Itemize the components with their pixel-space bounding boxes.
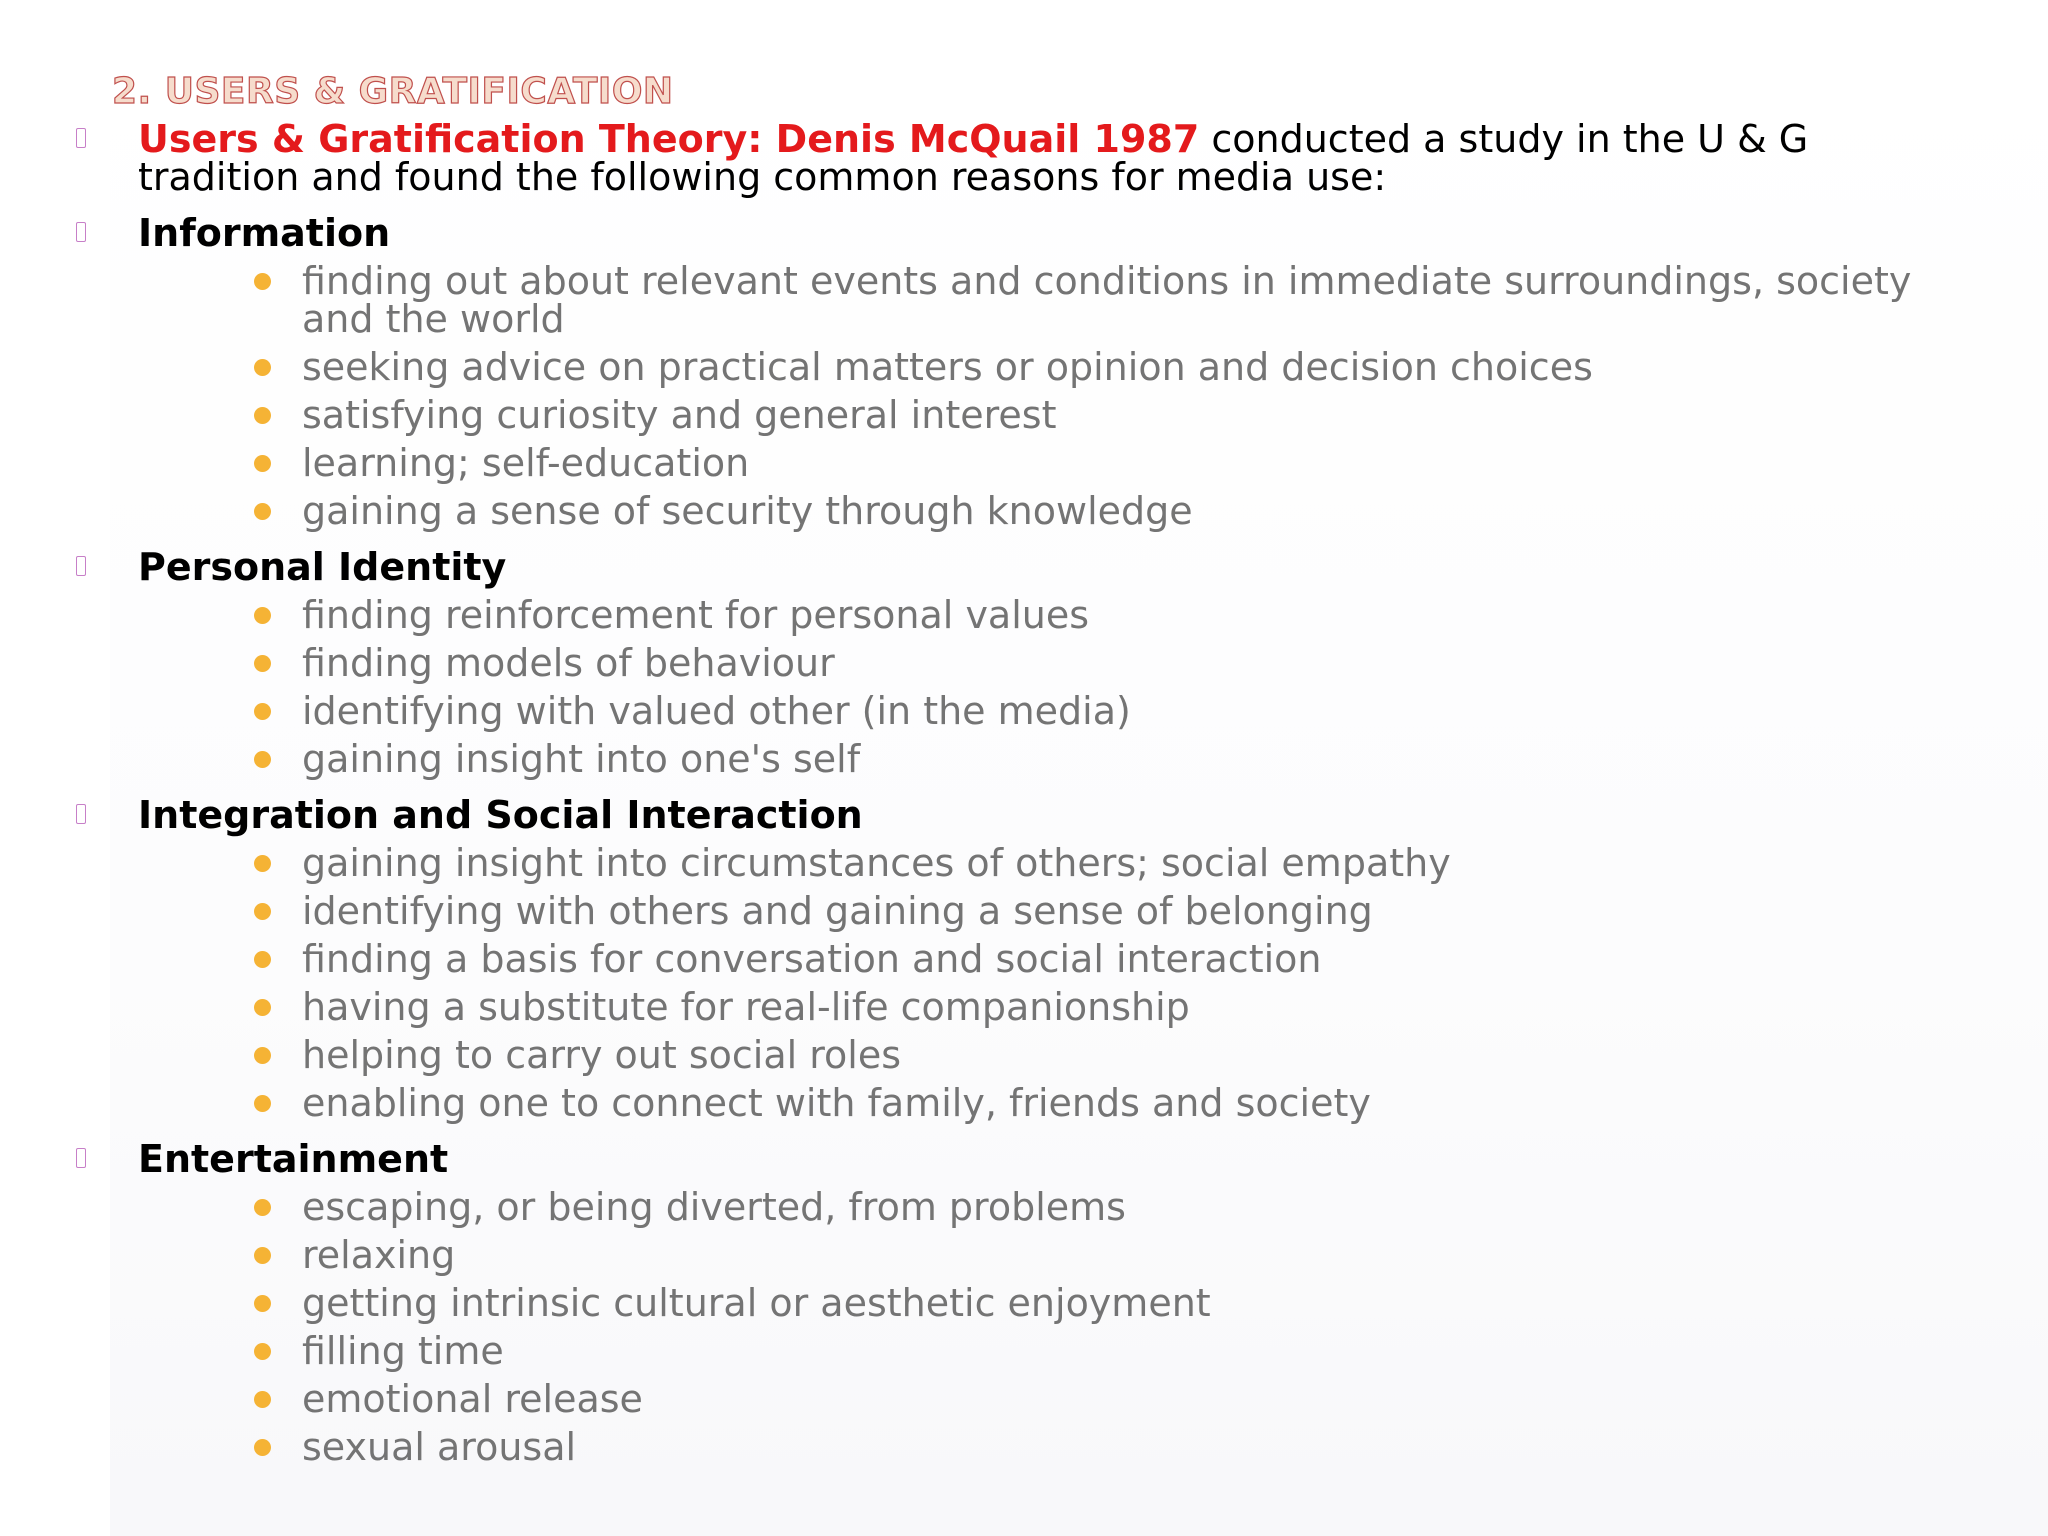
section-heading <box>0 793 2048 837</box>
list-item <box>0 889 2048 933</box>
list-item-text: gaining insight into circumstances of others; social empathy <box>302 841 1451 885</box>
list-item <box>0 1329 2048 1373</box>
list-item <box>0 259 2048 341</box>
sub-list <box>0 593 2048 781</box>
list-item <box>0 737 2048 781</box>
section-heading-text: Entertainment <box>138 1137 449 1181</box>
list-item <box>0 489 2048 533</box>
square-bullet-icon <box>76 1148 86 1168</box>
section-heading <box>0 1137 2048 1181</box>
dot-bullet-icon <box>254 1439 271 1456</box>
section-integration <box>0 793 2048 1125</box>
list-item <box>0 1033 2048 1077</box>
list-item <box>0 345 2048 389</box>
dot-bullet-icon <box>254 655 271 672</box>
dot-bullet-icon <box>254 273 271 290</box>
list-item-text: finding reinforcement for personal values <box>302 593 1090 637</box>
list-item <box>0 1425 2048 1469</box>
section-entertainment <box>0 1137 2048 1469</box>
section-heading <box>0 545 2048 589</box>
list-item-text: relaxing <box>302 1233 456 1277</box>
list-item-text: getting intrinsic cultural or aesthetic enjoyment <box>302 1281 1211 1325</box>
dot-bullet-icon <box>254 1199 271 1216</box>
list-item <box>0 1377 2048 1421</box>
list-item-text: identifying with valued other (in the media) <box>302 689 1131 733</box>
dot-bullet-icon <box>254 503 271 520</box>
list-item <box>0 441 2048 485</box>
dot-bullet-icon <box>254 1391 271 1408</box>
slide-content <box>0 117 2048 1469</box>
list-item-text: satisfying curiosity and general interest <box>302 393 1057 437</box>
list-item-text: having a substitute for real-life companionship <box>302 985 1190 1029</box>
list-item-text: sexual arousal <box>302 1425 577 1469</box>
list-item <box>0 841 2048 885</box>
list-item <box>0 641 2048 685</box>
list-item-text: helping to carry out social roles <box>302 1033 902 1077</box>
list-item <box>0 1281 2048 1325</box>
list-item-text: gaining a sense of security through knowledge <box>302 489 1193 533</box>
dot-bullet-icon <box>254 607 271 624</box>
list-item-text: finding out about relevant events and conditions in immediate surroundings, society and the world <box>302 259 1912 341</box>
list-item <box>0 1081 2048 1125</box>
section-heading-text: Integration and Social Interaction <box>138 793 863 837</box>
list-item-text: identifying with others and gaining a sense of belonging <box>302 889 1373 933</box>
list-item-text: seeking advice on practical matters or opinion and decision choices <box>302 345 1593 389</box>
list-item-text: filling time <box>302 1329 504 1373</box>
square-bullet-icon <box>76 128 86 148</box>
dot-bullet-icon <box>254 1247 271 1264</box>
list-item <box>0 985 2048 1029</box>
dot-bullet-icon <box>254 855 271 872</box>
list-item <box>0 393 2048 437</box>
theory-highlight: Users & Gratification Theory: Denis McQuail 1987 <box>138 117 1200 161</box>
intro-section <box>0 117 2048 199</box>
section-heading <box>0 211 2048 255</box>
square-bullet-icon <box>76 556 86 576</box>
list-item-text: finding models of behaviour <box>302 641 835 685</box>
dot-bullet-icon <box>254 1343 271 1360</box>
dot-bullet-icon <box>254 1295 271 1312</box>
section-personal-identity <box>0 545 2048 781</box>
intro-paragraph <box>0 117 2048 199</box>
sub-list <box>0 259 2048 533</box>
dot-bullet-icon <box>254 751 271 768</box>
square-bullet-icon <box>76 804 86 824</box>
section-heading-text: Information <box>138 211 391 255</box>
list-item <box>0 1185 2048 1229</box>
dot-bullet-icon <box>254 455 271 472</box>
dot-bullet-icon <box>254 903 271 920</box>
intro-text: conducted a study in the U & G tradition and found the following common reasons for media use: <box>138 117 1809 199</box>
dot-bullet-icon <box>254 999 271 1016</box>
dot-bullet-icon <box>254 1047 271 1064</box>
dot-bullet-icon <box>254 1095 271 1112</box>
list-item-text: gaining insight into one's self <box>302 737 861 781</box>
list-item <box>0 689 2048 733</box>
list-item-text: enabling one to connect with family, friends and society <box>302 1081 1371 1125</box>
dot-bullet-icon <box>254 951 271 968</box>
sub-list <box>0 841 2048 1125</box>
list-item-text: learning; self-education <box>302 441 750 485</box>
list-item <box>0 937 2048 981</box>
list-item <box>0 1233 2048 1277</box>
dot-bullet-icon <box>254 359 271 376</box>
list-item-text: finding a basis for conversation and social interaction <box>302 937 1322 981</box>
section-information <box>0 211 2048 533</box>
list-item-text: emotional release <box>302 1377 643 1421</box>
square-bullet-icon <box>76 222 86 242</box>
dot-bullet-icon <box>254 407 271 424</box>
sub-list <box>0 1185 2048 1469</box>
slide-title: 2. USERS & GRATIFICATION <box>112 71 674 112</box>
section-heading-text: Personal Identity <box>138 545 507 589</box>
list-item-text: escaping, or being diverted, from problems <box>302 1185 1126 1229</box>
dot-bullet-icon <box>254 703 271 720</box>
list-item <box>0 593 2048 637</box>
